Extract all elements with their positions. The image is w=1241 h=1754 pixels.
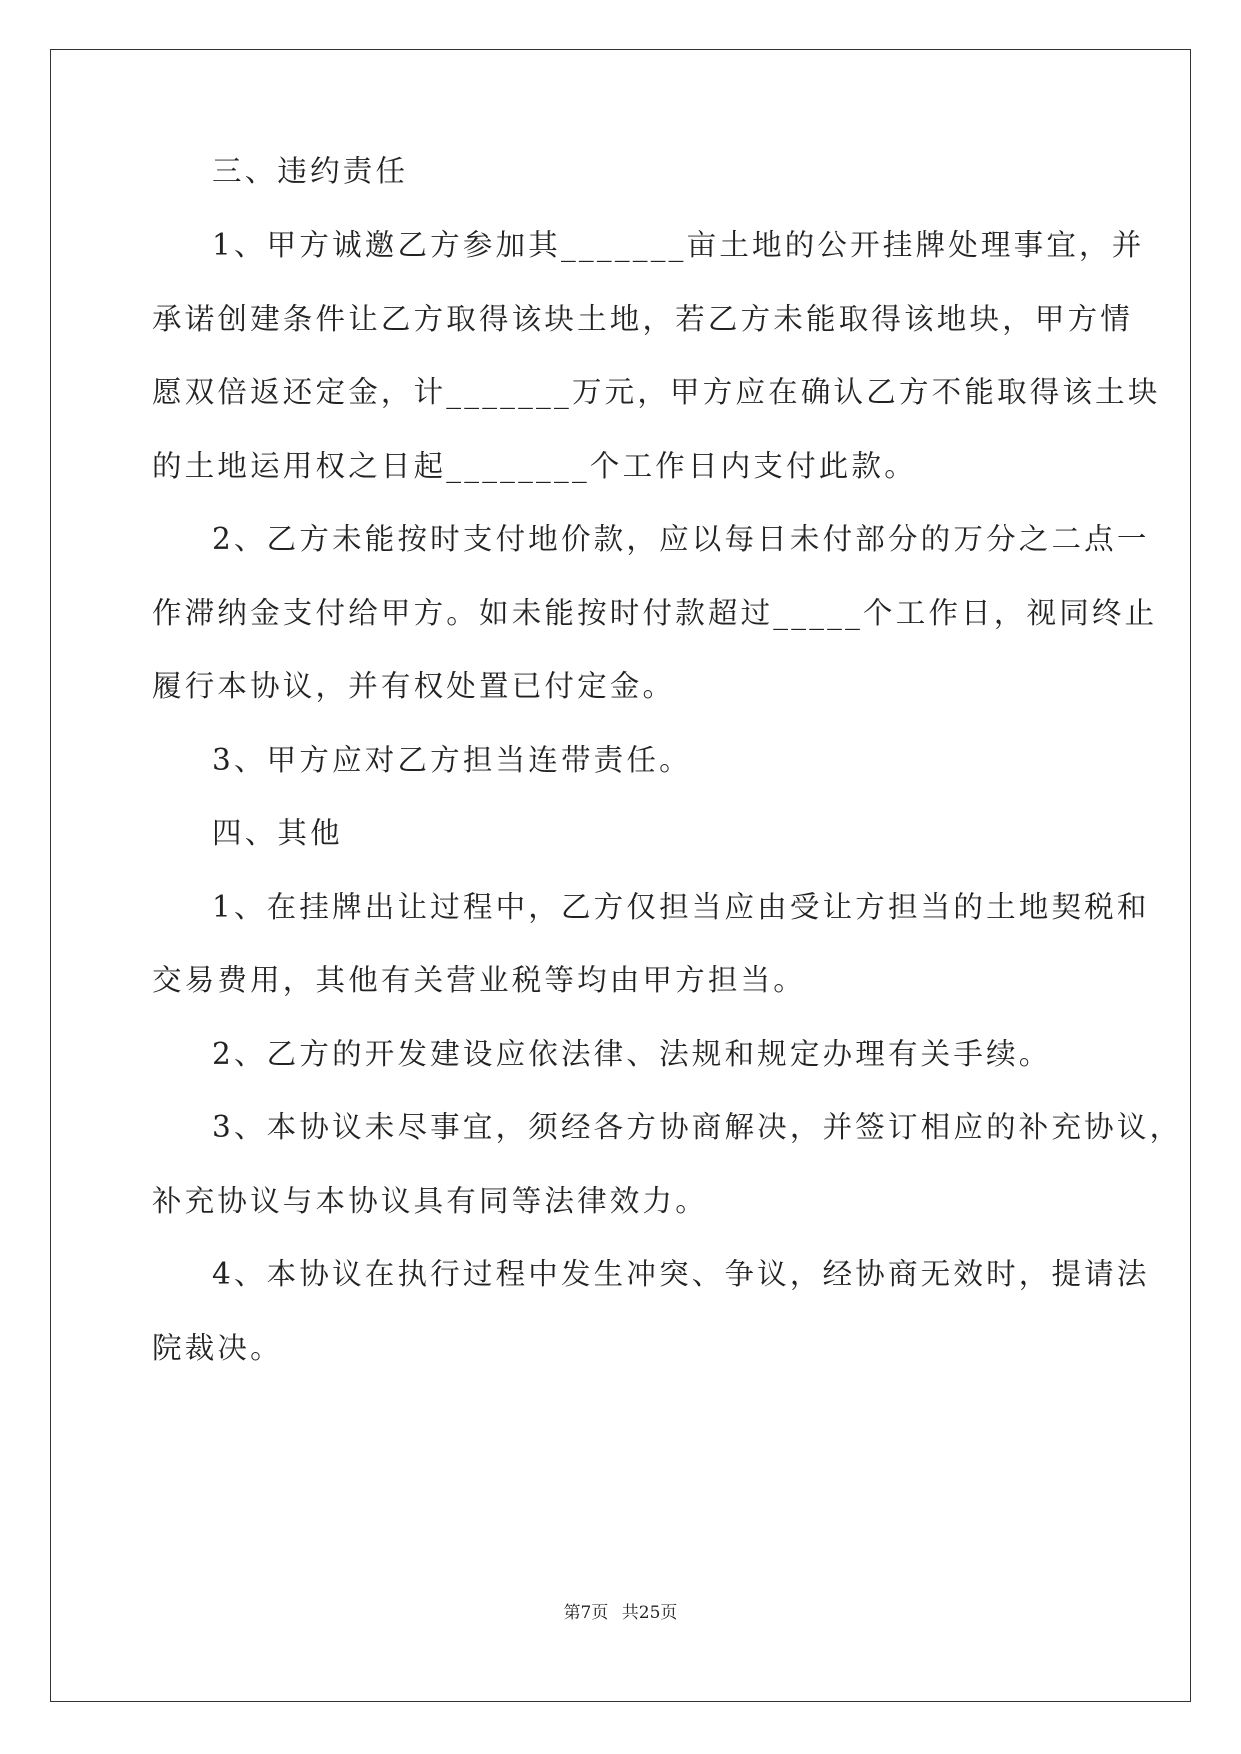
clause-3-2-line-2: 作滞纳金支付给甲方。如未能按时付款超过_____个工作日，视同终止 [152, 596, 1158, 630]
total-pages: 共25页 [621, 1603, 678, 1623]
clause-3-1-line-4: 的土地运用权之日起________个工作日内支付此款。 [152, 449, 917, 483]
clause-4-3-line-1: 3、本协议未尽事宜，须经各方协商解决，并签订相应的补充协议， [212, 1110, 1183, 1144]
section-heading-breach-liability: 三、违约责任 [212, 154, 409, 188]
clause-3-2-line-3: 履行本协议，并有权处置已付定金。 [152, 669, 676, 703]
section-heading-other: 四、其他 [212, 816, 343, 850]
clause-3-1-line-2: 承诺创建条件让乙方取得该块土地，若乙方未能取得该地块，甲方情 [152, 302, 1134, 336]
page-footer [0, 1598, 1241, 1623]
clause-4-1-line-1: 1、在挂牌出让过程中，乙方仅担当应由受让方担当的土地契税和 [212, 890, 1150, 924]
clause-4-4-line-1: 4、本协议在执行过程中发生冲突、争议，经协商无效时，提请法 [212, 1257, 1150, 1291]
current-page-number: 第7页 [563, 1603, 609, 1623]
clause-4-2-line-1: 2、乙方的开发建设应依法律、法规和规定办理有关手续。 [212, 1037, 1052, 1071]
clause-4-3-line-2: 补充协议与本协议具有同等法律效力。 [152, 1184, 708, 1218]
clause-4-4-line-2: 院裁决。 [152, 1331, 283, 1365]
clause-3-1-line-1: 1、甲方诚邀乙方参加其_______亩土地的公开挂牌处理事宜，并 [212, 228, 1145, 262]
clause-4-1-line-2: 交易费用，其他有关营业税等均由甲方担当。 [152, 963, 807, 997]
clause-3-1-line-3: 愿双倍返还定金，计_______万元，甲方应在确认乙方不能取得该土块 [152, 375, 1161, 409]
clause-3-3-line-1: 3、甲方应对乙方担当连带责任。 [212, 743, 692, 777]
clause-3-2-line-1: 2、乙方未能按时支付地价款，应以每日未付部分的万分之二点一 [212, 522, 1150, 556]
page-border [50, 49, 1191, 1702]
